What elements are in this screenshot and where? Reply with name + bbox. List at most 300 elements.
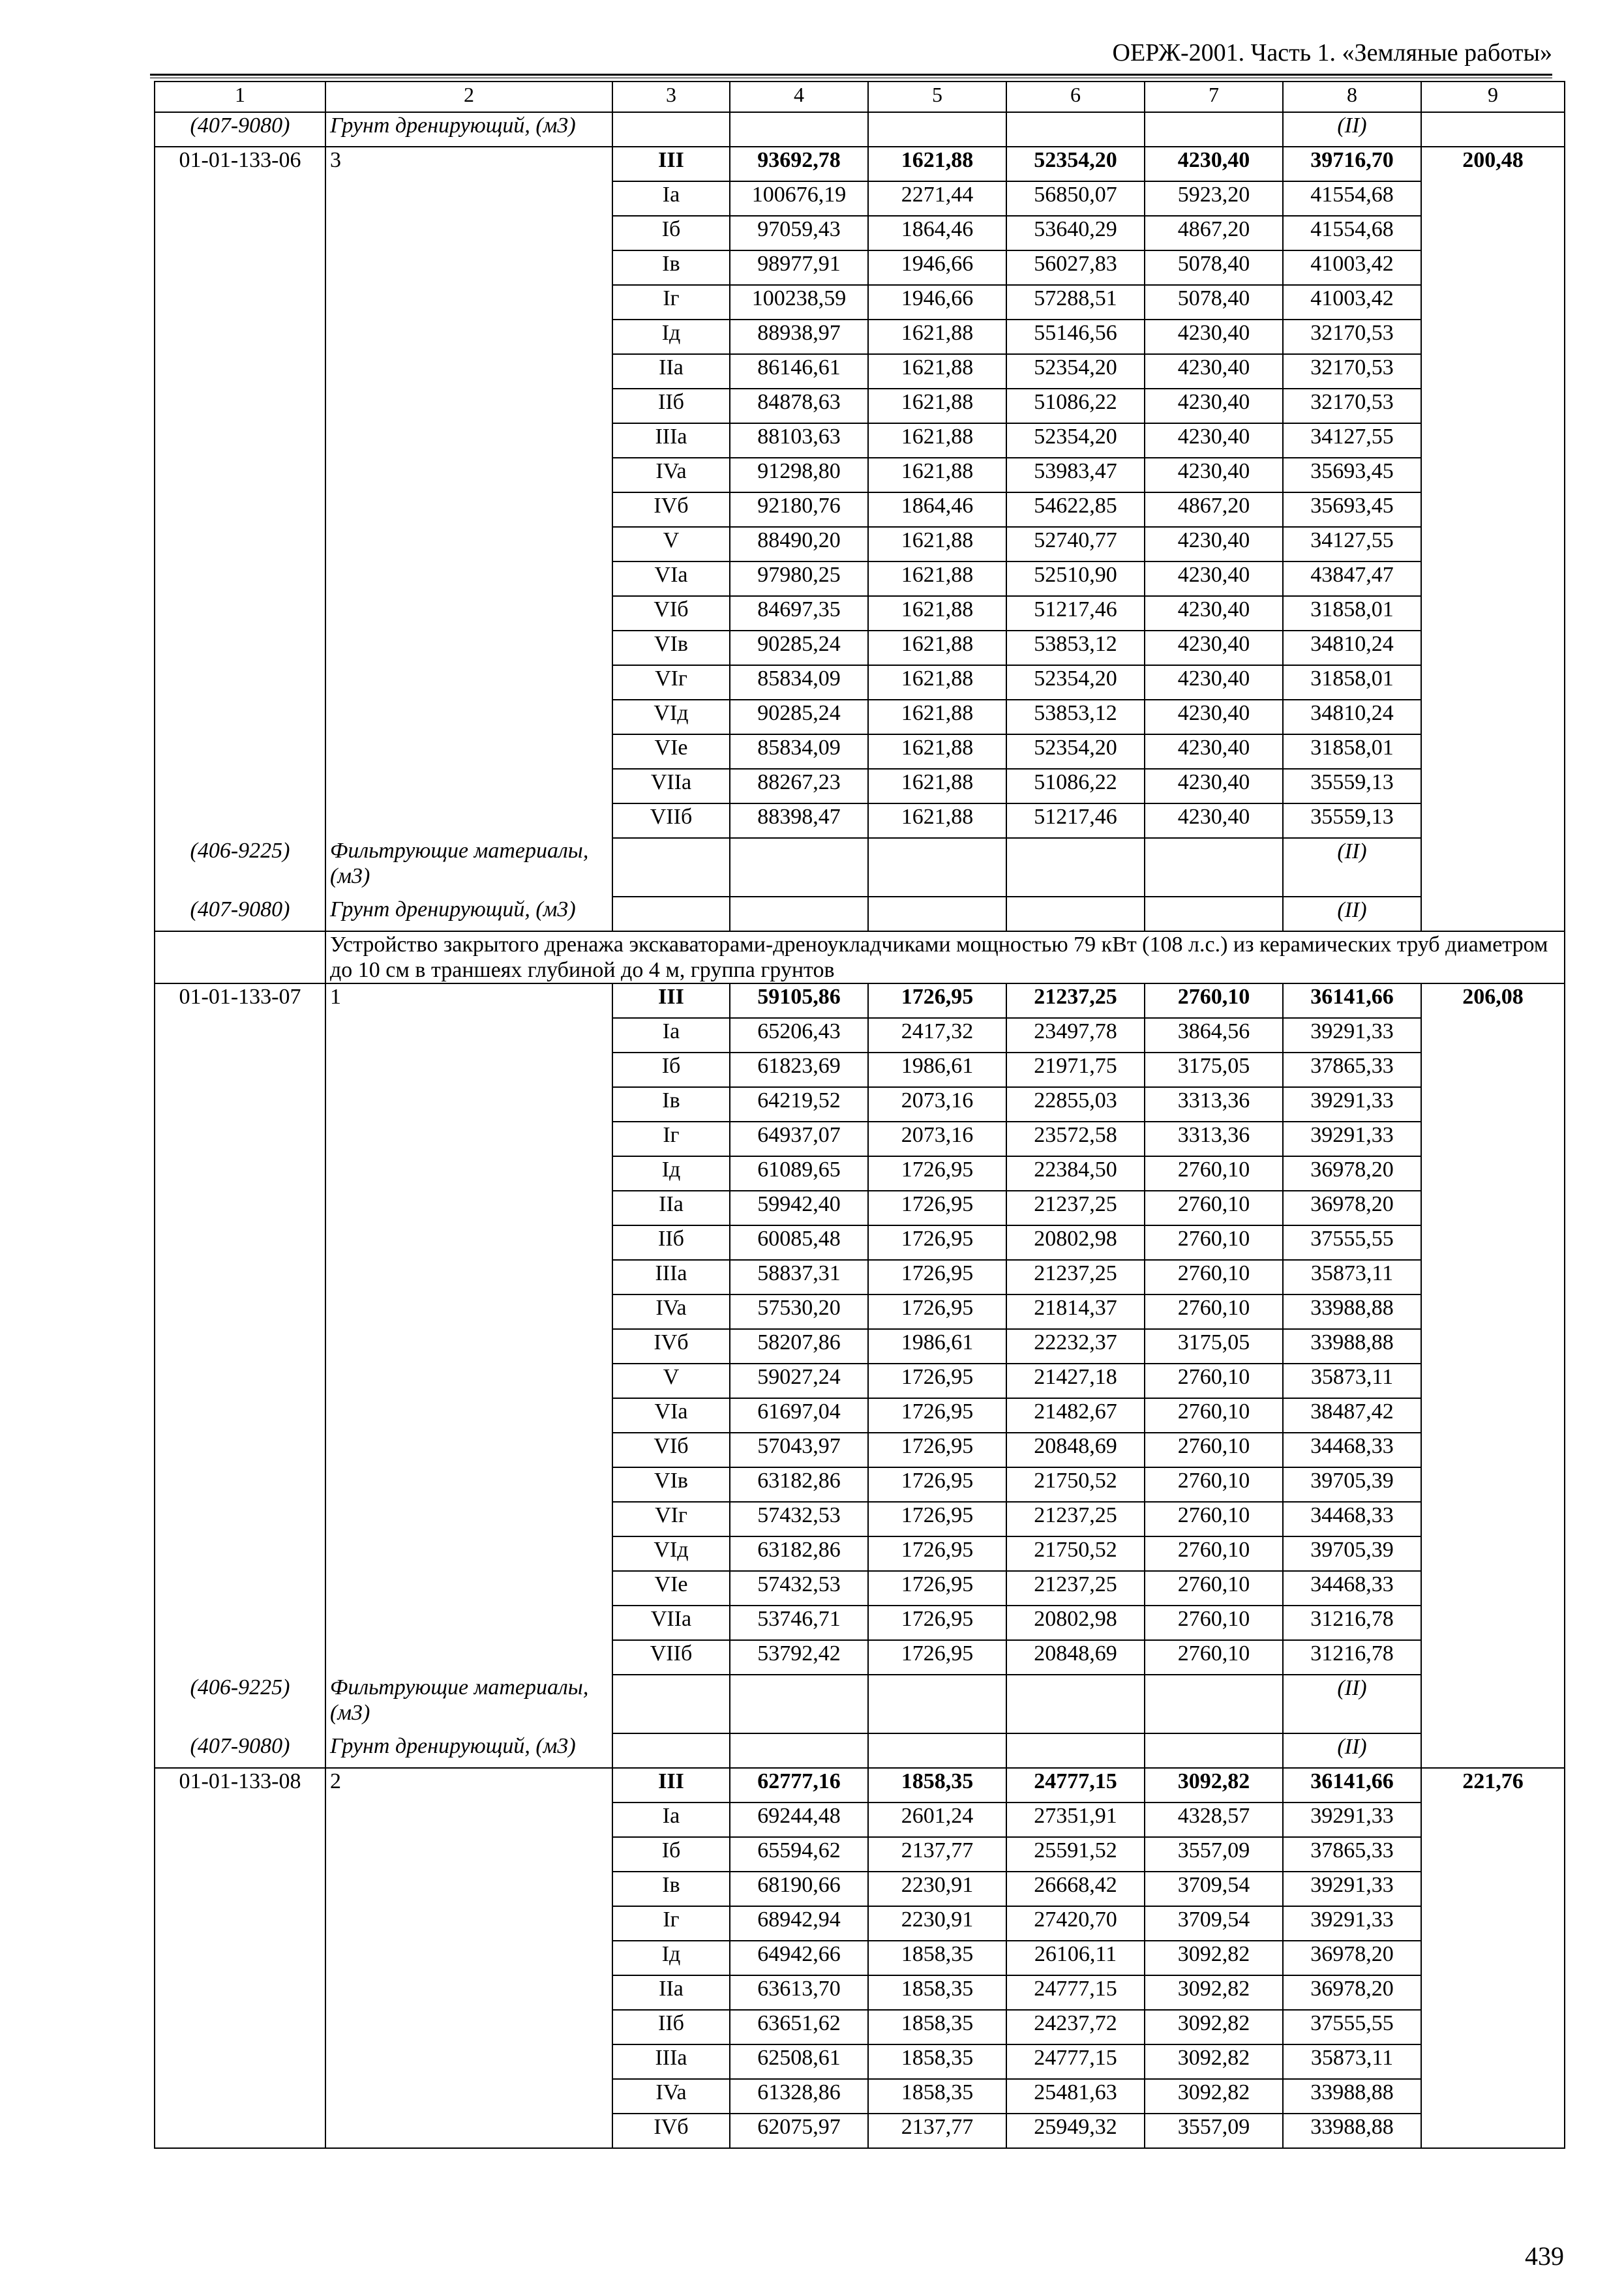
value-v5: 1726,95	[868, 1571, 1006, 1606]
rate-name: 3	[325, 147, 612, 181]
rate-row	[155, 983, 1565, 1018]
soil-group-row	[155, 1364, 1565, 1398]
value-v6: 20802,98	[1006, 1225, 1145, 1260]
value-v8: 36978,20	[1283, 1156, 1421, 1191]
value-v9	[1421, 561, 1565, 596]
material-category: (II)	[1283, 897, 1421, 931]
soil-group-row	[155, 2114, 1565, 2148]
value-v4: 64942,66	[730, 1941, 868, 1975]
value-v7: 5923,20	[1145, 181, 1283, 216]
value-v4: 68942,94	[730, 1906, 868, 1941]
value-v8: 35693,45	[1283, 458, 1421, 492]
value-v5: 1726,95	[868, 1294, 1006, 1329]
soil-group: III	[612, 1768, 730, 1803]
rate-code	[155, 1087, 325, 1122]
material-category: (II)	[1283, 838, 1421, 897]
column-number: 2	[325, 82, 612, 112]
value-v8: 34127,55	[1283, 423, 1421, 458]
value-v4: 98977,91	[730, 250, 868, 285]
value-v4: 84697,35	[730, 596, 868, 631]
rate-code	[155, 596, 325, 631]
value-v8: 35873,11	[1283, 2044, 1421, 2079]
value-v8: 39291,33	[1283, 1087, 1421, 1122]
column-number: 7	[1145, 82, 1283, 112]
rate-name	[325, 320, 612, 354]
rate-name	[325, 1087, 612, 1122]
soil-group: IIб	[612, 389, 730, 423]
value-v7: 3175,05	[1145, 1053, 1283, 1087]
value-v5: 1726,95	[868, 1502, 1006, 1536]
value-v4: 57043,97	[730, 1433, 868, 1467]
empty-cell	[1006, 1675, 1145, 1733]
value-v5: 2417,32	[868, 1018, 1006, 1053]
value-v8: 34468,33	[1283, 1571, 1421, 1606]
value-v9	[1421, 354, 1565, 389]
value-v8: 34127,55	[1283, 527, 1421, 561]
rate-name	[325, 2079, 612, 2114]
empty-cell	[1145, 1733, 1283, 1768]
value-v8: 34810,24	[1283, 631, 1421, 665]
column-number: 5	[868, 82, 1006, 112]
empty-cell	[1145, 838, 1283, 897]
value-v6: 52740,77	[1006, 527, 1145, 561]
soil-group-row	[155, 285, 1565, 320]
value-v7: 2760,10	[1145, 1467, 1283, 1502]
empty-cell	[612, 1733, 730, 1768]
rate-code	[155, 2079, 325, 2114]
value-v7: 3557,09	[1145, 1837, 1283, 1872]
value-v6: 51217,46	[1006, 803, 1145, 838]
soil-group-row	[155, 631, 1565, 665]
value-v4: 93692,78	[730, 147, 868, 181]
value-v6: 23572,58	[1006, 1122, 1145, 1156]
value-v5: 1621,88	[868, 769, 1006, 803]
rate-name	[325, 1872, 612, 1906]
value-v6: 52354,20	[1006, 423, 1145, 458]
value-v8: 35559,13	[1283, 769, 1421, 803]
soil-group-row	[155, 389, 1565, 423]
rate-name	[325, 2114, 612, 2148]
material-row	[155, 897, 1565, 931]
value-v4: 97980,25	[730, 561, 868, 596]
value-v9	[1421, 1053, 1565, 1087]
value-v7: 2760,10	[1145, 1364, 1283, 1398]
value-v9	[1421, 2114, 1565, 2148]
value-v8: 41003,42	[1283, 250, 1421, 285]
value-v8: 36978,20	[1283, 1975, 1421, 2010]
value-v8: 34468,33	[1283, 1433, 1421, 1467]
value-v9	[1421, 1941, 1565, 1975]
value-v4: 57432,53	[730, 1571, 868, 1606]
rate-code	[155, 1122, 325, 1156]
empty-cell	[1006, 838, 1145, 897]
rate-code	[155, 1803, 325, 1837]
soil-group-row	[155, 1803, 1565, 1837]
page-number: 439	[1525, 2241, 1564, 2271]
value-v7: 2760,10	[1145, 1536, 1283, 1571]
value-v7: 2760,10	[1145, 1260, 1283, 1294]
material-code: (407-9080)	[155, 112, 325, 147]
soil-group: IIa	[612, 1975, 730, 2010]
rate-name	[325, 1906, 612, 1941]
rate-code	[155, 250, 325, 285]
value-v5: 1726,95	[868, 983, 1006, 1018]
value-v4: 61697,04	[730, 1398, 868, 1433]
value-v6: 26106,11	[1006, 1941, 1145, 1975]
value-v4: 88938,97	[730, 320, 868, 354]
soil-group: VIe	[612, 1571, 730, 1606]
soil-group-row	[155, 1606, 1565, 1640]
value-v9	[1421, 1191, 1565, 1225]
rate-name	[325, 561, 612, 596]
value-v7: 3092,82	[1145, 1768, 1283, 1803]
rate-name	[325, 665, 612, 700]
value-v7: 2760,10	[1145, 1433, 1283, 1467]
value-v6: 21237,25	[1006, 1502, 1145, 1536]
section-blank-cell	[155, 931, 325, 983]
value-v7: 2760,10	[1145, 1191, 1283, 1225]
value-v5: 1621,88	[868, 147, 1006, 181]
soil-group: Iб	[612, 1053, 730, 1087]
soil-group-row	[155, 1872, 1565, 1906]
value-v6: 27420,70	[1006, 1906, 1145, 1941]
rate-name	[325, 458, 612, 492]
value-v8: 36978,20	[1283, 1191, 1421, 1225]
rate-code	[155, 423, 325, 458]
value-v8: 41554,68	[1283, 181, 1421, 216]
value-v6: 25591,52	[1006, 1837, 1145, 1872]
soil-group-row	[155, 527, 1565, 561]
soil-group-row	[155, 2044, 1565, 2079]
soil-group: V	[612, 1364, 730, 1398]
value-v6: 21971,75	[1006, 1053, 1145, 1087]
value-v5: 1726,95	[868, 1364, 1006, 1398]
rate-name	[325, 1225, 612, 1260]
value-v7: 2760,10	[1145, 1640, 1283, 1675]
soil-group-row	[155, 320, 1565, 354]
value-v4: 68190,66	[730, 1872, 868, 1906]
value-v5: 1621,88	[868, 734, 1006, 769]
rate-code	[155, 1329, 325, 1364]
value-v5: 1621,88	[868, 423, 1006, 458]
rate-code	[155, 734, 325, 769]
rate-code	[155, 700, 325, 734]
value-v7: 3092,82	[1145, 2079, 1283, 2114]
material-name: Грунт дренирующий, (м3)	[325, 1733, 612, 1768]
value-v8: 37555,55	[1283, 2010, 1421, 2044]
rate-name	[325, 1294, 612, 1329]
value-v6: 21427,18	[1006, 1364, 1145, 1398]
empty-cell	[868, 897, 1006, 931]
rate-name	[325, 250, 612, 285]
value-v5: 2271,44	[868, 181, 1006, 216]
value-v6: 52354,20	[1006, 147, 1145, 181]
value-v6: 56850,07	[1006, 181, 1145, 216]
value-v9	[1421, 734, 1565, 769]
value-v5: 1621,88	[868, 354, 1006, 389]
value-v9	[1421, 665, 1565, 700]
soil-group: Iг	[612, 285, 730, 320]
rate-name	[325, 354, 612, 389]
value-v8: 37555,55	[1283, 1225, 1421, 1260]
empty-cell	[1006, 1733, 1145, 1768]
rate-name	[325, 2010, 612, 2044]
value-v4: 60085,48	[730, 1225, 868, 1260]
rate-name	[325, 423, 612, 458]
soil-group: IIIa	[612, 1260, 730, 1294]
value-v8: 35693,45	[1283, 492, 1421, 527]
value-v5: 2137,77	[868, 1837, 1006, 1872]
value-v8: 32170,53	[1283, 354, 1421, 389]
rate-code	[155, 1606, 325, 1640]
soil-group-row	[155, 1837, 1565, 1872]
rate-name: 1	[325, 983, 612, 1018]
soil-group-row	[155, 1433, 1565, 1467]
value-v4: 88103,63	[730, 423, 868, 458]
rate-name	[325, 803, 612, 838]
value-v7: 2760,10	[1145, 1156, 1283, 1191]
empty-cell	[730, 838, 868, 897]
rate-row	[155, 147, 1565, 181]
rate-name	[325, 1502, 612, 1536]
material-row	[155, 1675, 1565, 1733]
rate-row	[155, 1768, 1565, 1803]
rate-code	[155, 1872, 325, 1906]
value-v5: 2073,16	[868, 1122, 1006, 1156]
soil-group-row	[155, 1329, 1565, 1364]
value-v4: 59027,24	[730, 1364, 868, 1398]
rate-name	[325, 1260, 612, 1294]
value-v5: 1858,35	[868, 2079, 1006, 2114]
value-v4: 63613,70	[730, 1975, 868, 2010]
section-title-row	[155, 931, 1565, 983]
value-v7: 4230,40	[1145, 423, 1283, 458]
rate-name	[325, 1364, 612, 1398]
rate-name	[325, 1156, 612, 1191]
rate-code: 01-01-133-07	[155, 983, 325, 1018]
value-v4: 69244,48	[730, 1803, 868, 1837]
soil-group: VIд	[612, 700, 730, 734]
soil-group-row	[155, 561, 1565, 596]
value-v6: 52354,20	[1006, 734, 1145, 769]
value-v6: 22232,37	[1006, 1329, 1145, 1364]
rate-code	[155, 1018, 325, 1053]
soil-group-row	[155, 216, 1565, 250]
value-v8: 35559,13	[1283, 803, 1421, 838]
column-number: 3	[612, 82, 730, 112]
value-v8: 39291,33	[1283, 1803, 1421, 1837]
rate-code	[155, 1906, 325, 1941]
value-v6: 24777,15	[1006, 2044, 1145, 2079]
value-v7: 4230,40	[1145, 734, 1283, 769]
rate-name: 2	[325, 1768, 612, 1803]
soil-group: Iг	[612, 1122, 730, 1156]
value-v5: 2601,24	[868, 1803, 1006, 1837]
soil-group: IIIa	[612, 423, 730, 458]
value-v4: 90285,24	[730, 700, 868, 734]
rate-name	[325, 1329, 612, 1364]
value-v9	[1421, 1018, 1565, 1053]
rate-name	[325, 1837, 612, 1872]
rate-name	[325, 1803, 612, 1837]
soil-group-row	[155, 1191, 1565, 1225]
value-v5: 1858,35	[868, 2010, 1006, 2044]
value-v9	[1421, 1260, 1565, 1294]
value-v9	[1421, 389, 1565, 423]
value-v6: 52510,90	[1006, 561, 1145, 596]
value-v6: 21750,52	[1006, 1467, 1145, 1502]
soil-group-row	[155, 1571, 1565, 1606]
empty-cell	[1145, 1675, 1283, 1733]
value-v9	[1421, 1837, 1565, 1872]
soil-group: V	[612, 527, 730, 561]
value-v8: 43847,47	[1283, 561, 1421, 596]
value-v5: 1726,95	[868, 1606, 1006, 1640]
value-v7: 3092,82	[1145, 2010, 1283, 2044]
rate-code	[155, 1502, 325, 1536]
value-v9	[1421, 1294, 1565, 1329]
value-v6: 54622,85	[1006, 492, 1145, 527]
value-v9	[1421, 1872, 1565, 1906]
soil-group: VIIa	[612, 1606, 730, 1640]
rate-code	[155, 1053, 325, 1087]
value-v4: 64219,52	[730, 1087, 868, 1122]
soil-group-row	[155, 1975, 1565, 2010]
rate-name	[325, 285, 612, 320]
rate-name	[325, 1640, 612, 1675]
value-v7: 4230,40	[1145, 596, 1283, 631]
value-v8: 31216,78	[1283, 1640, 1421, 1675]
value-v5: 1946,66	[868, 285, 1006, 320]
soil-group: VIд	[612, 1536, 730, 1571]
value-v5: 1621,88	[868, 700, 1006, 734]
soil-group: VIa	[612, 561, 730, 596]
value-v7: 4230,40	[1145, 561, 1283, 596]
rate-code	[155, 1975, 325, 2010]
rate-code	[155, 1225, 325, 1260]
soil-group: IIa	[612, 354, 730, 389]
value-v7: 3864,56	[1145, 1018, 1283, 1053]
value-v8: 36141,66	[1283, 1768, 1421, 1803]
rate-code	[155, 1467, 325, 1502]
soil-group-row	[155, 1398, 1565, 1433]
rate-name	[325, 1433, 612, 1467]
soil-group-row	[155, 700, 1565, 734]
value-v6: 23497,78	[1006, 1018, 1145, 1053]
soil-group: Iд	[612, 1941, 730, 1975]
empty-cell	[730, 1733, 868, 1768]
soil-group: Iд	[612, 1156, 730, 1191]
soil-group-row	[155, 1906, 1565, 1941]
rate-name	[325, 700, 612, 734]
soil-group-row	[155, 1536, 1565, 1571]
value-v6: 21237,25	[1006, 1571, 1145, 1606]
value-v7: 2760,10	[1145, 983, 1283, 1018]
value-v7: 3313,36	[1145, 1087, 1283, 1122]
value-v4: 100676,19	[730, 181, 868, 216]
rate-code	[155, 561, 325, 596]
value-v9	[1421, 2079, 1565, 2114]
value-v5: 1726,95	[868, 1260, 1006, 1294]
column-number: 1	[155, 82, 325, 112]
soil-group-row	[155, 769, 1565, 803]
value-v6: 21237,25	[1006, 1260, 1145, 1294]
value-v8: 41003,42	[1283, 285, 1421, 320]
column-number: 8	[1283, 82, 1421, 112]
value-v9	[1421, 320, 1565, 354]
material-name: Грунт дренирующий, (м3)	[325, 897, 612, 931]
value-v7: 4230,40	[1145, 389, 1283, 423]
value-v9	[1421, 2044, 1565, 2079]
material-row	[155, 112, 1565, 147]
soil-group: VIг	[612, 665, 730, 700]
material-name: Грунт дренирующий, (м3)	[325, 112, 612, 147]
value-v9: 206,08	[1421, 983, 1565, 1018]
value-v8: 34468,33	[1283, 1502, 1421, 1536]
header-rule	[150, 74, 1552, 76]
column-number: 9	[1421, 82, 1565, 112]
soil-group-row	[155, 1260, 1565, 1294]
empty-cell	[1145, 112, 1283, 147]
value-v7: 4230,40	[1145, 527, 1283, 561]
value-v5: 1726,95	[868, 1398, 1006, 1433]
value-v5: 1621,88	[868, 527, 1006, 561]
soil-group: Iв	[612, 1872, 730, 1906]
soil-group: Iв	[612, 250, 730, 285]
rate-name	[325, 596, 612, 631]
value-v4: 57432,53	[730, 1502, 868, 1536]
value-v9	[1421, 1087, 1565, 1122]
value-v5: 1858,35	[868, 1941, 1006, 1975]
value-v9	[1421, 1502, 1565, 1536]
rate-code	[155, 527, 325, 561]
value-v9	[1421, 1156, 1565, 1191]
soil-group-row	[155, 458, 1565, 492]
empty-cell	[1421, 1675, 1565, 1733]
value-v7: 2760,10	[1145, 1398, 1283, 1433]
value-v6: 21482,67	[1006, 1398, 1145, 1433]
soil-group-row	[155, 1294, 1565, 1329]
empty-cell	[1421, 1733, 1565, 1768]
soil-group: Ia	[612, 181, 730, 216]
value-v9	[1421, 631, 1565, 665]
rate-code	[155, 1364, 325, 1398]
value-v6: 20848,69	[1006, 1433, 1145, 1467]
soil-group: Iд	[612, 320, 730, 354]
value-v6: 53853,12	[1006, 631, 1145, 665]
value-v7: 5078,40	[1145, 285, 1283, 320]
material-name: Фильтрующие материалы, (м3)	[325, 1675, 612, 1733]
soil-group-row	[155, 181, 1565, 216]
soil-group-row	[155, 803, 1565, 838]
value-v6: 26668,42	[1006, 1872, 1145, 1906]
value-v8: 33988,88	[1283, 2079, 1421, 2114]
value-v8: 31858,01	[1283, 665, 1421, 700]
soil-group: VIб	[612, 1433, 730, 1467]
rate-name	[325, 769, 612, 803]
value-v5: 1858,35	[868, 1975, 1006, 2010]
value-v9	[1421, 1571, 1565, 1606]
rate-code	[155, 803, 325, 838]
soil-group: VIe	[612, 734, 730, 769]
rate-code	[155, 285, 325, 320]
value-v7: 3092,82	[1145, 2044, 1283, 2079]
value-v5: 1726,95	[868, 1536, 1006, 1571]
value-v7: 4230,40	[1145, 354, 1283, 389]
rate-code	[155, 1536, 325, 1571]
value-v4: 61328,86	[730, 2079, 868, 2114]
value-v4: 85834,09	[730, 734, 868, 769]
